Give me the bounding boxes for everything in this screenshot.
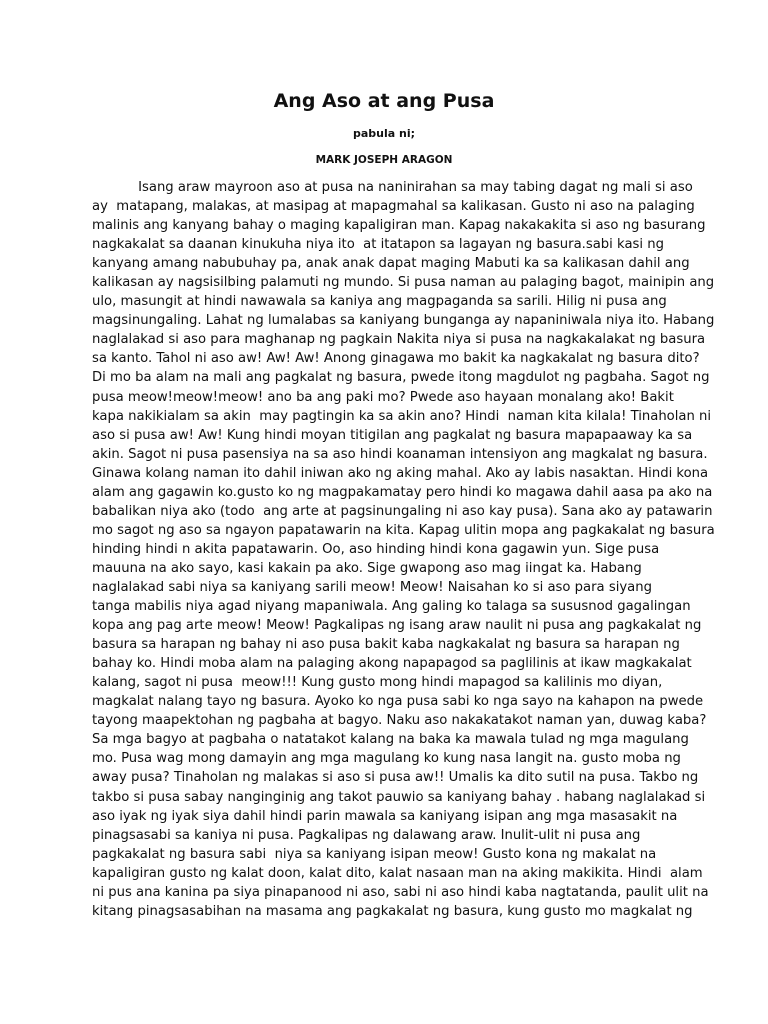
story-line: tayong maapektohan ng pagbaha at bagyo. Naku aso nakakatakot naman yan, duwag kaba? — [92, 713, 707, 729]
story-line: kopa ang pag arte meow! Meow! Pagkalipas ng isang araw naulit ni pusa ang pagkakalat ng — [92, 618, 702, 634]
story-line: kapa nakikialam sa akin may pagtingin ka sa akin ano? Hindi naman kita kilala! Tinaholan ni — [92, 408, 712, 424]
story-line: kalikasan ay nagsisilbing palamuti ng mundo. Si pusa naman au palaging bagot, mainipin ang — [92, 275, 715, 291]
document-title: Ang Aso at ang Pusa — [273, 90, 495, 112]
story-line: kanyang amang nabubuhay pa, anak anak dapat maging Mabuti ka sa kalikasan dahil ang — [92, 256, 690, 272]
story-line: aso si pusa aw! Aw! Kung hindi moyan titigilan ang pagkalat ng basura mapapaaway ka sa — [92, 427, 693, 443]
story-line: sa kanto. Tahol ni aso aw! Aw! Aw! Anong ginagawa mo bakit ka nagkakalat ng basura dito? — [92, 351, 700, 367]
document-author: MARK JOSEPH ARAGON — [315, 154, 453, 166]
story-line: nagkakalat sa daanan kinukuha niya ito at itatapon sa lagayan ng basura.sabi kasi ng — [92, 237, 664, 253]
story-line: malinis ang kanyang bahay o maging kapaligiran man. Kapag nakakakita si aso ng basurang — [92, 218, 706, 234]
story-line: mo. Pusa wag mong damayin ang mga magulang ko kung nasa langit na. gusto moba ng — [92, 751, 681, 767]
document-subtitle: pabula ni; — [352, 127, 416, 140]
story-line: aso iyak ng iyak siya dahil hindi parin mawala sa kaniyang isipan ang mga masasakit na — [92, 808, 678, 824]
story-line: mauuna na ako sayo, kasi kakain pa ako. Sige gwapong aso mag iingat ka. Habang — [92, 560, 642, 576]
story-line: babalikan niya ako (todo ang arte at pagsinungaling ni aso kay pusa). Sana ako ay patawarin — [92, 503, 713, 519]
story-line: Ginawa kolang naman ito dahil iniwan ako ng aking mahal. Ako ay labis nasaktan. Hindi kona — [92, 465, 709, 481]
story-line: Isang araw mayroon aso at pusa na naninirahan sa may tabing dagat ng mali si aso — [92, 180, 693, 195]
story-line: tanga mabilis niya agad niyang mapaniwala. Ang galing ko talaga sa sususnod gagalingan — [92, 599, 691, 615]
story-line: ulo, masungit at hindi nawawala sa kaniya ang magpaganda sa sarili. Hilig ni pusa ang — [92, 294, 667, 310]
story-line: Sa mga bagyo at pagbaha o natatakot kalang na baka ka mawala tulad ng mga magulang — [92, 732, 689, 748]
story-line: naglalakad si aso para maghanap ng pagkain Nakita niya si pusa na nagkakalakat ng basura — [92, 332, 706, 348]
story-line: pusa meow!meow!meow! ano ba ang paki mo? Pwede aso hayaan monalang ako! Bakit — [92, 389, 674, 405]
story-line: kalang, sagot ni pusa meow!!! Kung gusto mong hindi mapagod sa kalilinis mo diyan, — [92, 675, 663, 691]
story-line: mo sagot ng aso sa ngayon papatawarin na kita. Kapag ulitin mopa ang pagkakalat ng basura — [92, 522, 715, 538]
story-line: pinagsasabi sa kaniya ni pusa. Pagkalipas ng dalawang araw. Inulit-ulit ni pusa ang — [92, 827, 641, 843]
story-line: kapaligiran gusto ng kalat doon, kalat dito, kalat nasaan man na aking makikita. Hindi alam — [92, 865, 703, 881]
story-line: pagkakalat ng basura sabi niya sa kaniyang isipan meow! Gusto kona ng makalat na — [92, 846, 657, 862]
story-line: away pusa? Tinaholan ng malakas si aso si pusa aw!! Umalis ka dito sutil na pusa. Takbo ng — [92, 770, 699, 786]
story-line: takbo si pusa sabay nanginginig ang takot pauwio sa kaniyang bahay . habang naglalakad si — [92, 789, 706, 805]
story-line: Di mo ba alam na mali ang pagkalat ng basura, pwede itong magdulot ng pagbaha. Sagot ng — [92, 370, 710, 386]
story-line: hinding hindi n akita papatawarin. Oo, aso hinding hindi kona gagawin yun. Sige pusa — [92, 541, 660, 557]
story-line: magkalat nalang tayo ng basura. Ayoko ko nga pusa sabi ko nga sayo na kahapon na pwede — [92, 694, 704, 710]
story-line: ni pus ana kanina pa siya pinapanood ni aso, sabi ni aso hindi kaba nagtatanda, paulit ulit na — [92, 884, 709, 900]
story-line: alam ang gagawin ko.gusto ko ng magpakamatay pero hindi ko magawa dahil aasa pa ako na — [92, 484, 713, 500]
story-line: basura sa harapan ng bahay ni aso pusa bakit kaba nagkakalat ng basura sa harapan ng — [92, 637, 680, 653]
story-body — [92, 178, 715, 921]
story-line: ay matapang, malakas, at masipag at mapagmahal sa kalikasan. Gusto ni aso na palaging — [92, 199, 695, 215]
story-line: naglalakad sabi niya sa kaniyang sarili meow! Meow! Naisahan ko si aso para siyang — [92, 579, 652, 595]
story-line: magsinungaling. Lahat ng lumalabas sa kaniyang bunganga ay napaniniwala niya ito. Habang — [92, 313, 715, 329]
story-line: akin. Sagot ni pusa pasensiya na sa aso hindi koanaman intensiyon ang magkalat ng basura. — [92, 446, 708, 462]
story-line: kitang pinagsasabihan na masama ang pagkakalat ng basura, kung gusto mo magkalat ng — [92, 903, 693, 919]
story-line: bahay ko. Hindi moba alam na palaging akong napapagod sa paglilinis at ikaw magkakalat — [92, 656, 692, 672]
